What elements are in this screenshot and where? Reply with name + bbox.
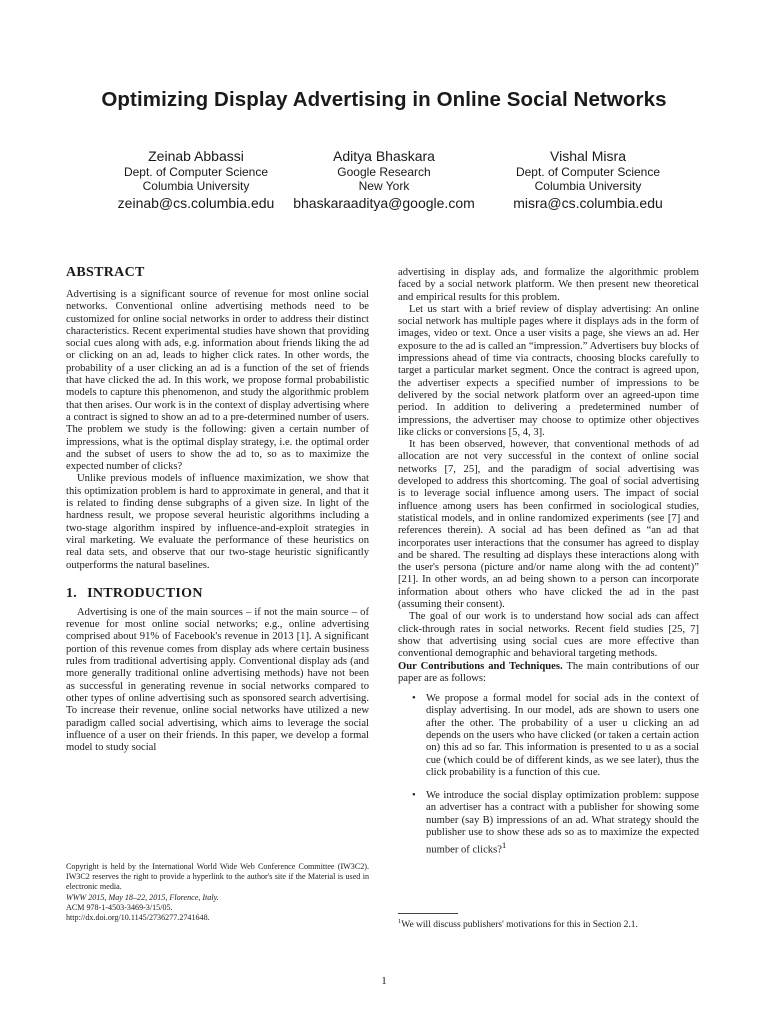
abstract-heading: ABSTRACT (66, 265, 145, 280)
footnote-number: 1 (398, 918, 402, 925)
intro-paragraph: Advertising is one of the main sources – if not the main source – of revenue for most online social networks; e.g., online advertising comprised about 91% of Facebook's revenue in 2013 [1]. A significant portion of this revenue comes from display ads where certain business rules from traditional advertising apply. Conventional display ads (and more generally traditional online advertising methods) have not been as successful in generating revenue in social networks compared to other types of online advertising such as sponsored search advertising. To increase their revenue, online social networks have utilized a new paradigm called social advertising, which aims to leverage the social influence of a user on their friends. In this paper, we develop a formal model to study social (66, 606, 369, 754)
section-title: INTRODUCTION (87, 585, 203, 601)
author-email[interactable]: zeinab@cs.columbia.edu (117, 195, 275, 211)
author-email[interactable]: misra@cs.columbia.edu (513, 195, 663, 211)
author-org: Columbia University (142, 179, 250, 193)
author-name: Zeinab Abbassi (148, 148, 244, 164)
section-number: 1. (66, 585, 78, 601)
right-column (398, 267, 699, 868)
contributions-paragraph (398, 661, 699, 686)
list-item (412, 790, 699, 857)
author-name: Aditya Bhaskara (333, 148, 435, 164)
author-dept: Google Research (337, 165, 431, 179)
contributions-intro: The main contributions of our paper are as follows: (398, 660, 699, 684)
left-column (66, 264, 369, 754)
author-email[interactable]: bhaskaraaditya@google.com (293, 195, 475, 211)
footnote-marker[interactable]: 1 (501, 840, 507, 851)
list-item (412, 693, 699, 779)
footnote-text: We will discuss publishers' motivations for this in Section 2.1. (401, 920, 638, 931)
conference-line: WWW 2015, May 18–22, 2015, Florence, Italy. (66, 892, 219, 902)
author-dept: Dept. of Computer Science (123, 165, 269, 179)
contributions-heading: Our Contributions and Techniques. (398, 660, 563, 672)
bullet-icon: • (412, 790, 416, 802)
list-item-text: We propose a formal model for social ads in the context of display advertising. In our model, ads are shown to users one after the other. The probability of a user u clicking an ad depends on the users who have clicked (or taken a certain action on) this ad so far. This information is presented to u as a social cue (which could be of different kinds, as we see later), thus the click probability is a function of this cue. (426, 693, 699, 778)
footnote-rule (398, 913, 458, 914)
body-paragraph: The goal of our work is to understand how social ads can affect click-through rates in social networks. Recent field studies [25, 7] show that advertising using social cues are more effective than conventional demographic and behavioral targeting methods. (398, 611, 699, 660)
doi-link[interactable]: http://dx.doi.org/10.1145/2736277.2741648. (66, 913, 210, 923)
list-item-text: We introduce the social display optimization problem: suppose an advertiser has a contract with a publisher for showing some number (say B) impressions of an ad. What strategy should the publisher use to show these ads so as to maximize the expected number of clicks? (426, 790, 699, 856)
page-number: 1 (381, 975, 387, 987)
author-org: New York (358, 179, 410, 193)
footnote (398, 916, 699, 931)
body-paragraph: advertising in display ads, and formalize the algorithmic problem faced by a social network platform. We then present new theoretical and empirical results for this problem. (398, 267, 699, 303)
paper-title: Optimizing Display Advertising in Online Social Networks (101, 88, 667, 111)
body-paragraph: It has been observed, however, that conventional methods of ad allocation are not very successful in the context of online social networks [7, 25], and the paradigm of social advertising was developed to address this shortcoming. The goal of social advertising is to leverage social influence among users. The impact of social influence among users has been confirmed in sociological studies, statistical models, and in online randomized experiments (see [7] and references therein). A social ad has been defined as “an ad that incorporates user interactions that the consumer has agreed to display and be shared. The resulting ad displays these interactions along with the user's persona (picture and/or name along with the ad content)” [21]. In other words, an ad being shown to a person can incorporate information about others who have clicked the ad in the past (assuming their consent). (398, 439, 699, 611)
author-name: Vishal Misra (550, 148, 626, 164)
author-org: Columbia University (534, 179, 642, 193)
abstract-paragraph: Advertising is a significant source of revenue for most online social networks. Conventional online advertising methods need to be customized for online social networks in order to address their distinct characteristics. Recent experimental studies have shown that providing social cues along with ads, e.g. information about friends liking the ad or clicking on an ad, leads to higher click rates. In other words, the probability of a user clicking an ad is a function of the set of friends that have clicked the ad. In this work, we propose formal probabilistic models to capture this phenomenon, and study the algorithmic problem that then arises. Our work is in the context of display advertising where a contract is signed to show an ad to a pre-determined number of users. The problem we study is the following: given a certain number of impressions, what is the optimal display strategy, i.e. the optimal order and the subset of users to show the ad to, so as to maximize the expected number of clicks? (66, 289, 369, 473)
abstract-paragraph: Unlike previous models of influence maximization, we show that this optimization problem is hard to approximate in general, and that it is related to finding dense subgraphs of a given size. In light of the hardness result, we propose several heuristic algorithms including a two-stage algorithm inspired by influence-and-exploit strategies in viral marketing. We evaluate the performance of these heuristics on real data sets, and observe that our two-stage heuristic significantly outperforms the natural baselines. (66, 473, 369, 571)
copyright-notice (66, 862, 369, 923)
author-block-3 (463, 147, 713, 212)
acm-line: ACM 978-1-4503-3469-3/15/05. (66, 902, 173, 912)
body-paragraph: Let us start with a brief review of display advertising: An online social network has multiple pages where it displays ads in the form of images, video or text. Once a user visits a page, she views an ad. Her exposure to the ad is called an “impression.” Advertisers buy blocks of impressions ahead of time via contracts, choosing blocks carefully to target a particular market segment. Once the contract is agreed upon, the advertiser expects a specified number of impressions to be delivered by the social network platform over an agreed-upon time period. In addition to delivering a predetermined number of impressions, the advertiser may choose to optimize other objectives like clicks or conversions [5, 4, 3]. (398, 303, 699, 438)
author-dept: Dept. of Computer Science (515, 165, 661, 179)
contributions-list (398, 693, 699, 857)
copyright-text: Copyright is held by the International World Wide Web Conference Committee (IW3C2). IW3C2 reserves the right to provide a hyperlink to the author's site if the Material is used in electronic media. (66, 862, 369, 892)
bullet-icon: • (412, 693, 416, 705)
introduction-heading (66, 585, 369, 603)
